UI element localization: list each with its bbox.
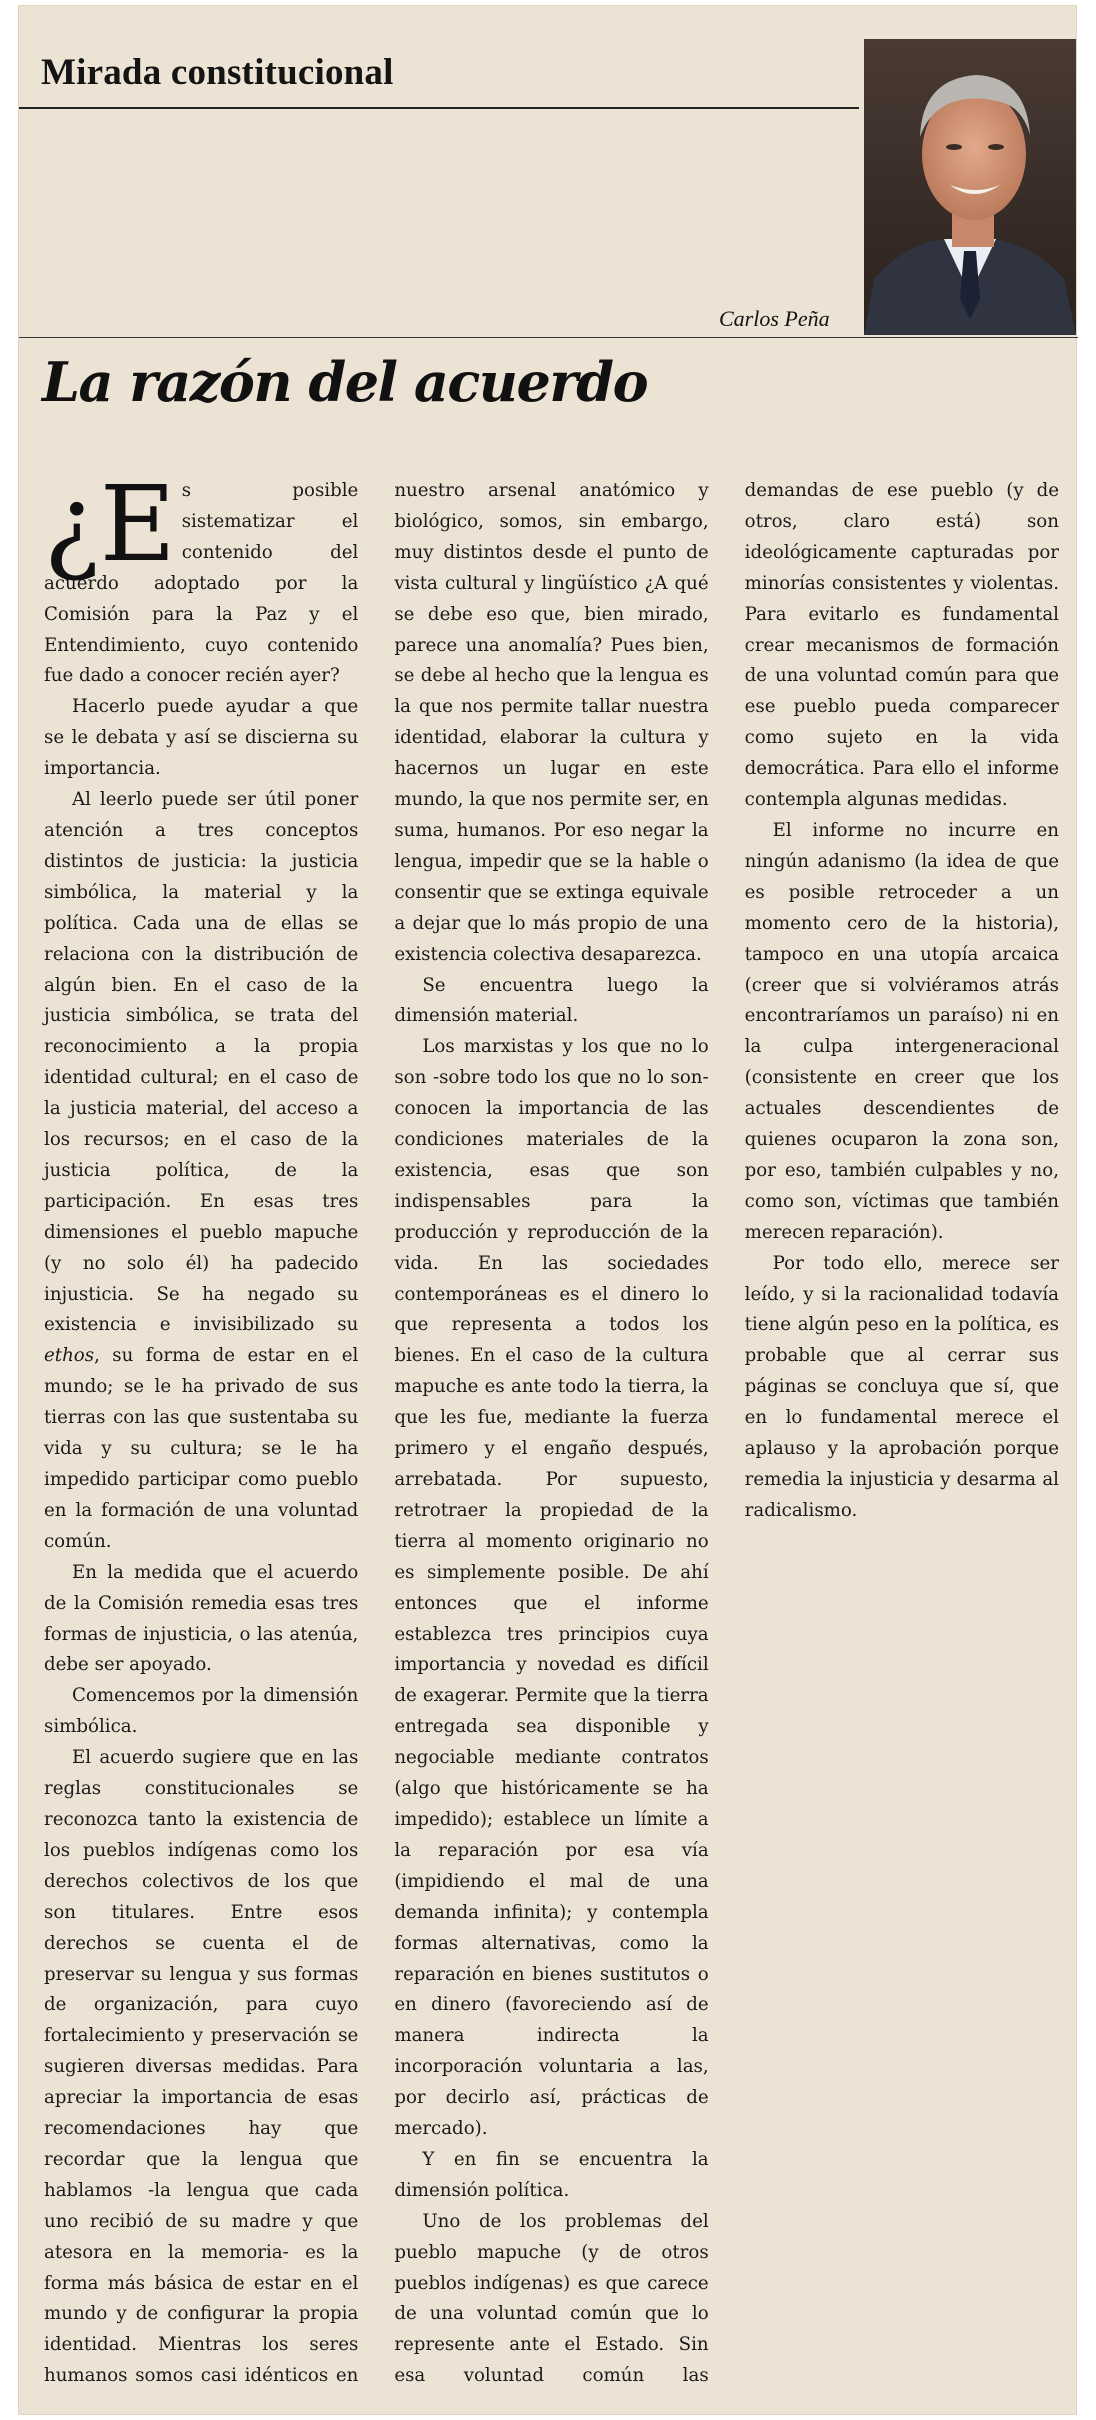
paragraph-3: Al leerlo puede ser útil poner atención a tres conceptos distintos de justicia: la justicia simbólica, la material y la política. Cada una de ellas se relaciona con la distribución de algún bien. En el caso de la justicia simbólica, se trata del reconocimiento a la propia identidad cultural; en el caso de la justicia material, del acceso a los recursos; en el caso de la justicia política, de la participación. En esas tres dimensiones el pueblo mapuche (y no solo él) ha padecido injusticia. Se ha negado su existencia e invisibilizado su ethos, su forma de estar en el mundo; se le ha privado de sus tierras con las que sustentaba su vida y su cultura; se le ha impedido participar como pueblo en la formación de una voluntad común.: [44, 789, 359, 1552]
section-title: Mirada constitucional: [41, 52, 394, 93]
paragraph-8: Los marxistas y los que no lo son -sobre todo los que no lo son- conocen la importancia de las condiciones materiales de la existencia, esas que son indispensables para la producción y reproducción de la vida. En las sociedades contemporáneas es el dinero lo que representa a todos los bienes. En el caso de la cultura mapuche es ante todo la tierra, la que les fue, mediante la fuerza primero y el engaño después, arrebatada. Por supuesto, retrotraer la propiedad de la tierra al momento originario no es simplemente posible. De ahí entonces que el informe establezca tres principios cuya importancia y novedad es difícil de exagerar. Permite que la tierra entregada sea disponible y negociable mediante contratos (algo que históricamente se ha impedido); establece un límite a la reparación por esa vía (impidiendo el mal de una demanda infinita); y contempla formas alternativas, como la reparación en bienes sustitutos o en dinero (favoreciendo así de manera indirecta la incorporación voluntaria a las, por decirlo así, prácticas de mercado).: [394, 1036, 709, 2140]
paragraph-1: ¿E s posible sistematizar el contenido del acuerdo adoptado por la Comisión para la Paz y el Entendimiento, cuyo contenido fue dado a conocer recién ayer?: [44, 463, 359, 687]
paragraph-2: Hacerlo puede ayudar a que se le debata y así se discierna su importancia.: [44, 696, 359, 780]
headline: La razón del acuerdo: [42, 350, 648, 414]
paragraph-7: Se encuentra luego la dimensión material.: [394, 974, 709, 1027]
article-body: [44, 463, 1059, 2406]
paragraph-11: El informe no incurre en ningún adanismo (la idea de que es posible retroceder a un momento cero de la historia), tampoco en una utopía arcaica (creer que si volviéramos atrás encontraríamos un paraíso) ni en la culpa intergeneracional (consistente en creer que los actuales descendientes de quienes ocuparon la zona son, por eso, también culpables y no, como son, víctimas que también merecen reparación).: [744, 819, 1059, 1243]
paragraph-12: Por todo ello, merece ser leído, y si la racionalidad todavía tiene algún peso en la política, es probable que al cerrar sus páginas se concluya que sí, que en lo fundamental merece el aplauso y la aprobación porque remedia la injusticia y desarma al radicalismo.: [744, 1252, 1059, 1521]
author-photo: [864, 39, 1076, 335]
paragraph-5: Comencemos por la dimensión simbólica.: [44, 1685, 359, 1738]
header-rule: [19, 107, 859, 109]
paragraph-4: En la medida que el acuerdo de la Comisión remedia esas tres formas de injusticia, o las atenúa, debe ser apoyado.: [44, 1561, 359, 1676]
newspaper-page: [18, 5, 1077, 2415]
author-byline: Carlos Peña: [719, 306, 830, 331]
paragraph-10: Uno de los problemas del pueblo mapuche (y de otros pueblos indígenas) es que carece de una voluntad común que lo represente ante el Estado. Sin esa voluntad común las demandas de ese pueblo (y de otros, claro está) son ideológicamente capturadas por minorías consistentes y violentas. Para evitarlo es fundamental crear mecanismos de formación de una voluntad común para que ese pueblo pueda comparecer como sujeto en la vida democrática. Para ello el informe contempla algunas medidas.: [394, 480, 1059, 2387]
section-rule: [19, 337, 1078, 338]
paragraph-6: El acuerdo sugiere que en las reglas constitucionales se reconozca tanto la existencia de los pueblos indígenas como los derechos colectivos de los que son titulares. Entre esos derechos se cuenta el de preservar su lengua y sus formas de organización, para cuyo fortalecimiento y preservación se sugieren diversas medidas. Para apreciar la importancia de esas recomendaciones hay que recordar que la lengua que hablamos -la lengua que cada uno recibió de su madre y que atesora en la memoria- es la forma más básica de estar en el mundo y de configurar la propia identidad. Mientras los seres humanos somos casi idénticos en nuestro arsenal anatómico y biológico, somos, sin embargo, muy distintos desde el punto de vista cultural y lingüístico ¿A qué se debe eso que, bien mirado, parece una anomalía? Pues bien, se debe al hecho que la lengua es la que nos permite tallar nuestra identidad, elaborar la cultura y hacernos un lugar en este mundo, la que nos permite ser, en suma, humanos. Por eso negar la lengua, impedir que se la hable o consentir que se extinga equivale a dejar que lo más propio de una existencia colectiva desaparezca.: [44, 480, 709, 2387]
paragraph-9: Y en fin se encuentra la dimensión política.: [394, 2148, 709, 2201]
drop-cap: ¿E: [44, 463, 176, 585]
